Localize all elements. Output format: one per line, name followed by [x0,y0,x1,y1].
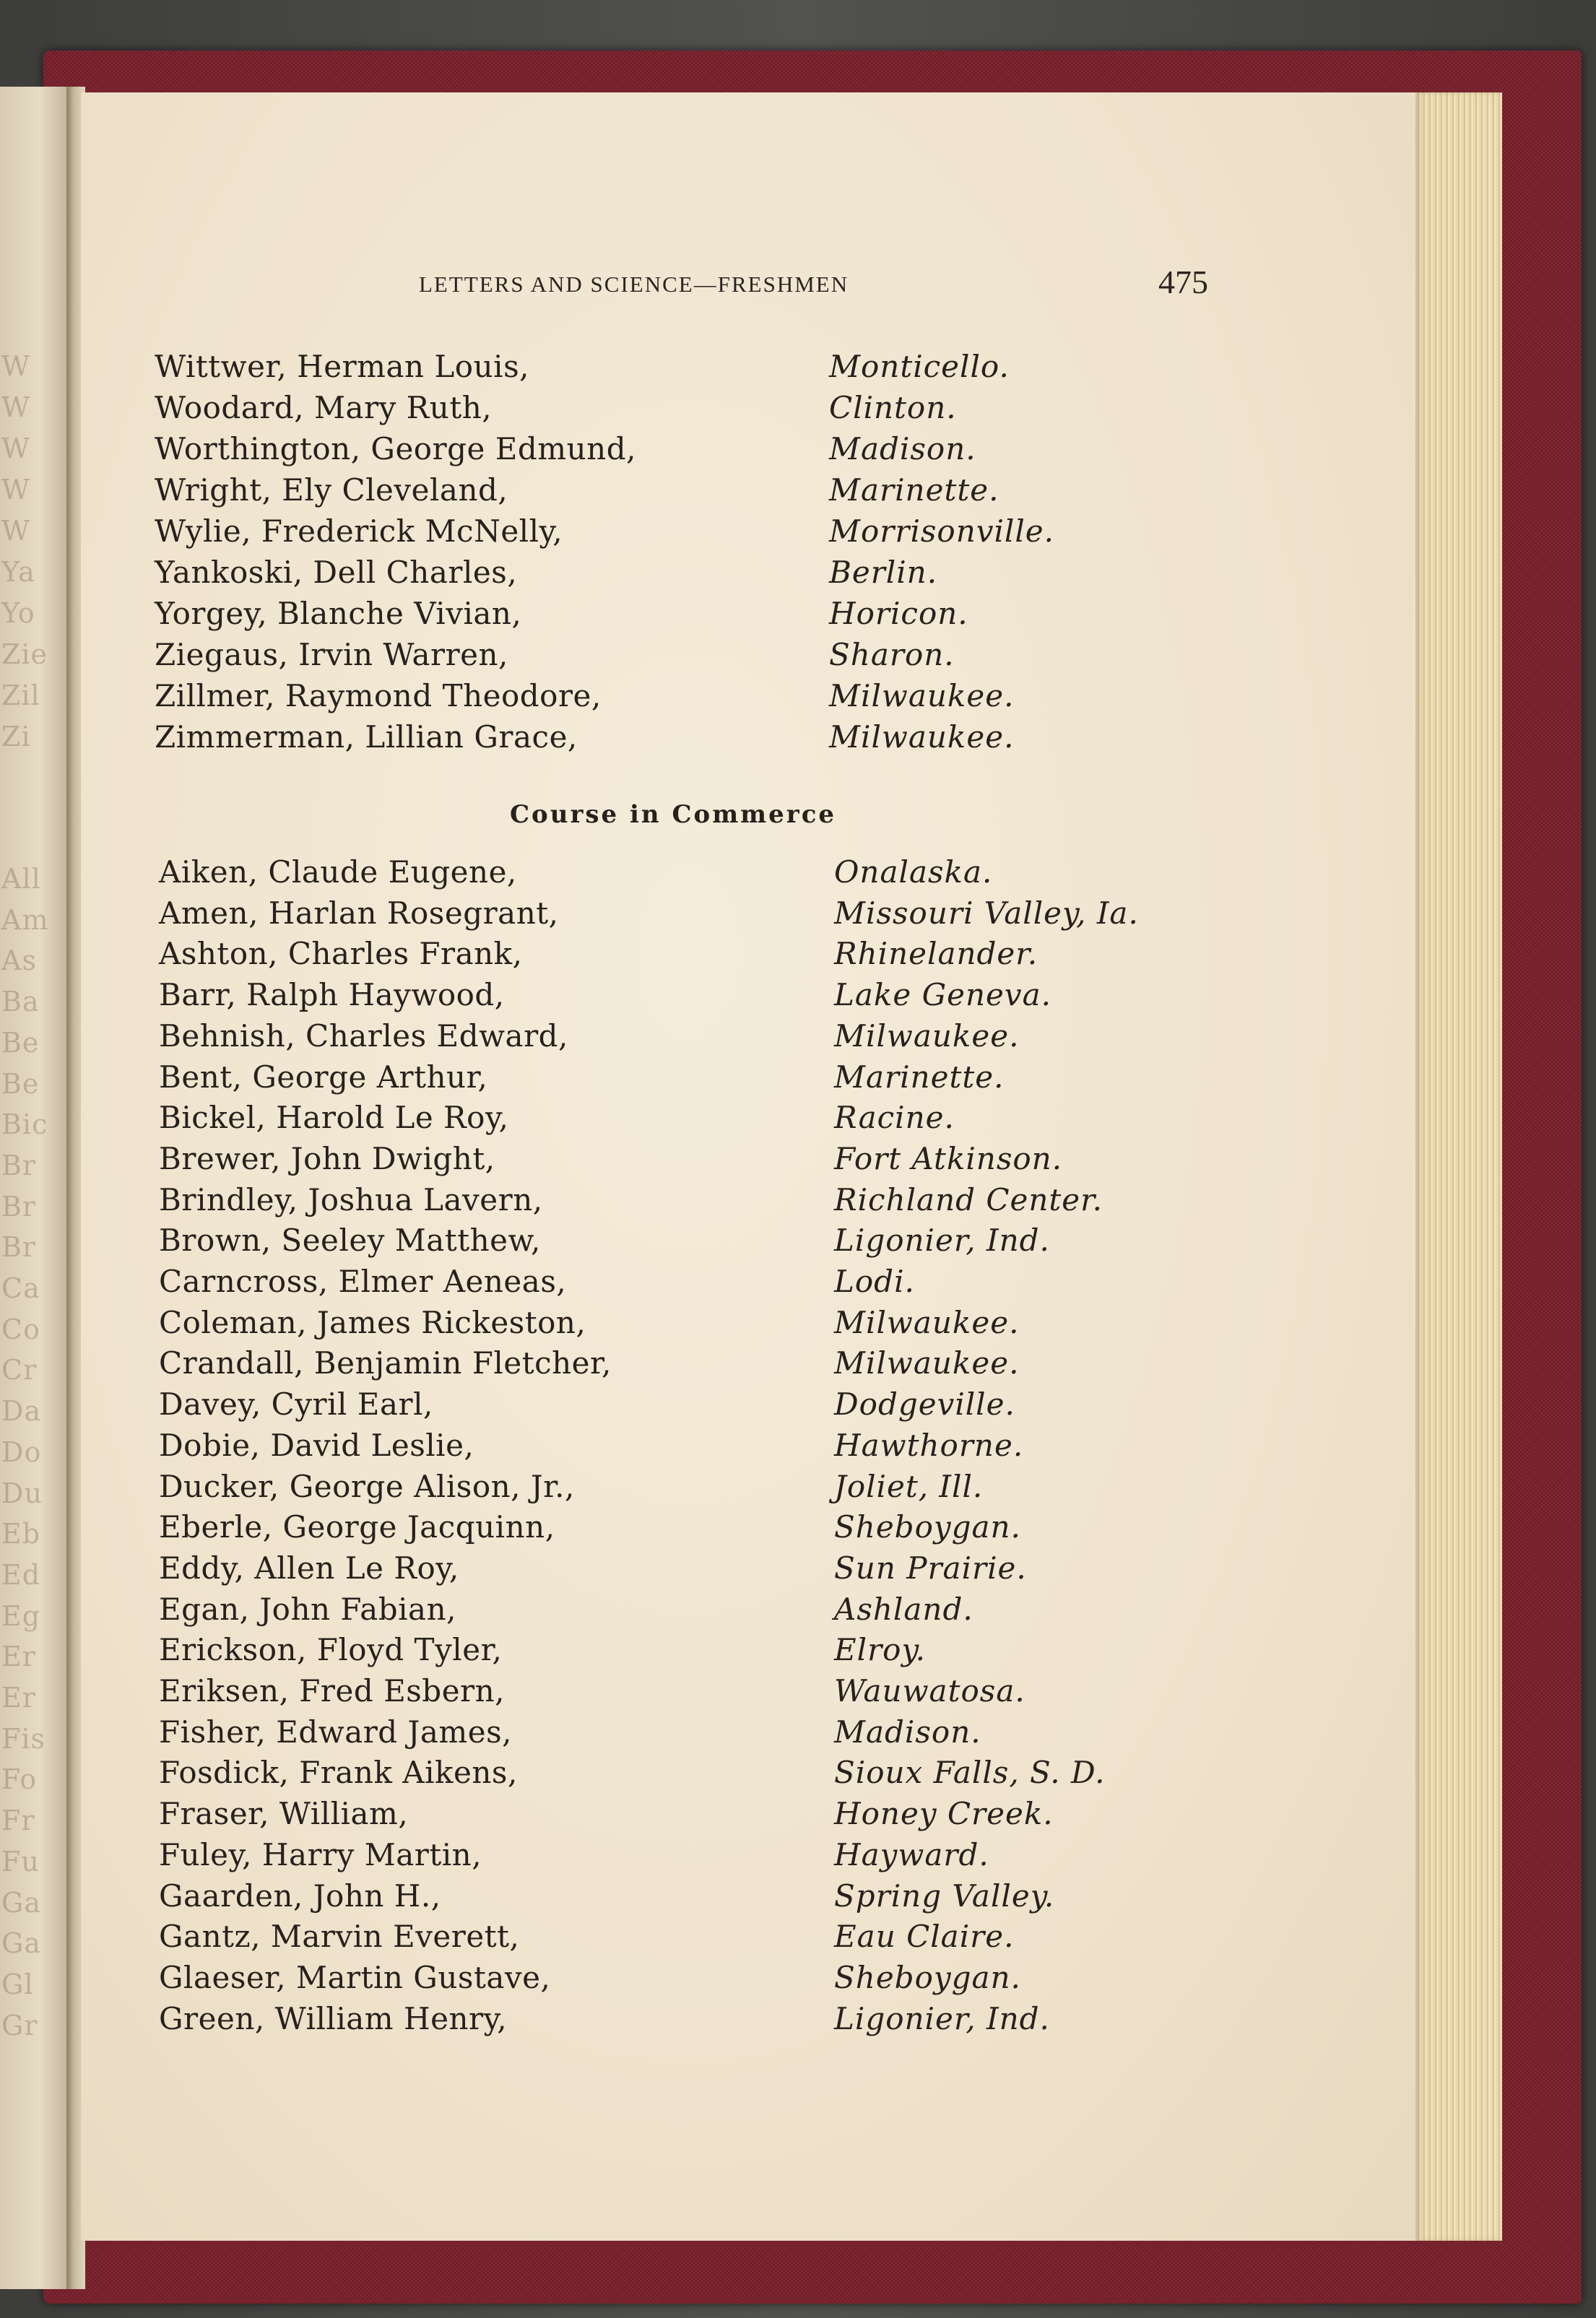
facing-page-fragment: Am [1,903,49,936]
list-item [0,1548,1596,1589]
student-name: Egan, John Fabian, [159,1591,456,1627]
list-item [0,1958,1596,1998]
student-name: Eriksen, Fred Esbern, [159,1673,506,1709]
facing-page-fragment: Ca [1,1272,40,1304]
facing-page-fragment: Yo [1,597,35,629]
hometown: Sioux Falls, S. D. [834,1755,1106,1791]
facing-page-fragment: W [1,350,31,382]
hometown: Madison. [829,431,976,466]
facing-page-fragment: Br [1,1231,37,1264]
student-name: Eberle, George Jacquinn, [159,1509,555,1545]
list-item [0,852,1596,893]
student-name: Coleman, James Rickeston, [159,1304,586,1340]
student-name: Barr, Ralph Haywood, [159,977,505,1013]
hometown: Lodi. [834,1264,915,1299]
facing-page-fragment: Ba [1,986,40,1018]
list-item [0,1630,1596,1673]
facing-page-fragment: Br [1,1149,37,1181]
hometown: Joliet, Ill. [834,1468,984,1504]
hometown: Berlin. [829,555,938,590]
facing-page-fragment: All [1,863,41,895]
facing-page-fragment: Er [1,1682,36,1714]
student-name: Bickel, Harold Le Roy, [159,1100,509,1136]
student-name: Ducker, George Alison, Jr., [159,1468,575,1504]
facing-page-fragment: Bic [1,1108,48,1141]
facing-page-fragment: W [1,515,31,547]
list-item [0,1016,1596,1056]
hometown: Honey Creek. [834,1796,1054,1832]
list-item [0,1139,1596,1179]
student-name: Brown, Seeley Matthew, [159,1223,541,1259]
list-item [0,1057,1596,1098]
student-name: Worthington, George Edmund, [155,431,636,466]
list-item [0,1917,1596,1960]
student-name: Amen, Harlan Rosegrant, [159,895,559,931]
facing-page-fragment: Do [1,1436,42,1468]
hometown: Madison. [834,1714,981,1750]
hometown: Hayward. [834,1836,989,1872]
hometown: Missouri Valley, Ia. [834,895,1139,931]
student-name: Wittwer, Herman Louis, [155,349,529,384]
hometown: Marinette. [834,1059,1005,1095]
student-name: Fisher, Edward James, [159,1714,513,1750]
hometown: Horicon. [829,596,968,631]
hometown: Marinette. [829,472,999,508]
facing-page-fragment: Er [1,1641,36,1673]
hometown: Richland Center. [834,1181,1103,1217]
student-name: Woodard, Mary Ruth, [155,390,493,425]
list-item [0,1467,1596,1507]
facing-page-fragment: Ed [1,1558,41,1591]
hometown: Elroy. [834,1632,926,1668]
list-item [0,1180,1596,1220]
student-name: Brewer, John Dwight, [159,1140,495,1176]
list-item [0,1589,1596,1630]
list-item [0,1876,1596,1917]
facing-page-fragment: Ga [1,1886,42,1919]
hometown: Lake Geneva. [834,977,1052,1013]
facing-page-fragment: Ga [1,1927,42,1960]
student-name: Aiken, Claude Eugene, [159,854,517,890]
page-number: 475 [1158,264,1208,300]
facing-page-fragment: Be [1,1026,40,1059]
facing-page-fragment: Eb [1,1518,41,1550]
facing-page-fragment: Eg [1,1599,41,1632]
hometown: Wauwatosa. [834,1673,1025,1709]
list-item [0,1384,1596,1428]
list-item [0,1712,1596,1753]
list-item [0,1262,1596,1302]
student-name: Yorgey, Blanche Vivian, [155,596,522,631]
hometown: Sun Prairie. [834,1550,1027,1586]
student-name: Fuley, Harry Martin, [159,1836,482,1872]
hometown: Sharon. [829,637,955,672]
facing-page-fragment: Da [1,1395,42,1428]
section-heading: Course in Commerce [510,800,837,829]
student-name: Fraser, William, [159,1796,409,1832]
list-item [0,1303,1596,1343]
hometown: Monticello. [829,349,1010,384]
list-item [0,1753,1596,1796]
hometown: Milwaukee. [834,1345,1020,1381]
list-item [0,1671,1596,1711]
facing-page-fragment: As [1,945,37,977]
facing-page-fragment: Gr [1,2009,38,2041]
student-name: Zimmerman, Lillian Grace, [155,719,578,755]
student-name: Behnish, Charles Edward, [159,1017,568,1054]
hometown: Spring Valley. [834,1878,1055,1914]
hometown: Dodgeville. [834,1386,1015,1423]
facing-page-fragment: Fu [1,1845,40,1878]
list-item [0,1343,1596,1384]
student-name: Wylie, Frederick McNelly, [155,513,563,549]
hometown: Ligonier, Ind. [834,2000,1050,2036]
facing-page-fragment: Zi [1,721,31,752]
list-item [0,1220,1596,1264]
student-name: Glaeser, Martin Gustave, [159,1959,551,1995]
student-name: Crandall, Benjamin Fletcher, [159,1345,612,1381]
hometown: Milwaukee. [829,719,1015,755]
student-name: Erickson, Floyd Tyler, [159,1632,503,1668]
hometown: Hawthorne. [834,1427,1024,1463]
facing-page-fragment: Br [1,1190,37,1223]
student-name: Zillmer, Raymond Theodore, [155,678,602,713]
student-name: Eddy, Allen Le Roy, [159,1550,459,1586]
facing-page-fragment: W [1,433,31,464]
hometown: Ligonier, Ind. [834,1223,1050,1259]
facing-page-fragment: Be [1,1067,40,1100]
list-item [0,893,1596,934]
facing-page-fragment: Cr [1,1354,38,1386]
facing-page-fragment: Fis [1,1722,46,1755]
student-name: Dobie, David Leslie, [159,1427,474,1463]
hometown: Rhinelander. [834,936,1038,972]
facing-page-fragment: Ya [1,556,35,588]
hometown: Racine. [834,1100,955,1136]
list-item [0,934,1596,977]
hometown: Ashland. [834,1591,973,1627]
running-title: LETTERS AND SCIENCE—FRESHMEN [419,272,849,297]
student-name: Yankoski, Dell Charles, [155,555,518,590]
hometown: Milwaukee. [829,678,1015,713]
list-item [0,1425,1596,1466]
facing-page-fragment: Fr [1,1805,35,1837]
list-item [0,975,1596,1018]
hometown: Milwaukee. [834,1304,1020,1340]
student-name: Davey, Cyril Earl, [159,1386,433,1423]
facing-page-fragment: Fo [1,1763,38,1796]
hometown: Sheboygan. [834,1509,1021,1545]
list-item [0,1794,1596,1837]
student-name: Wright, Ely Cleveland, [155,472,508,508]
list-item [0,1507,1596,1547]
student-name: Green, William Henry, [159,2000,508,2036]
hometown: Sheboygan. [834,1959,1021,1995]
facing-page-fragment: Zie [1,638,48,670]
student-name: Ashton, Charles Frank, [159,936,523,972]
list-item [0,1835,1596,1875]
student-name: Carncross, Elmer Aeneas, [159,1264,567,1299]
student-name: Bent, George Arthur, [159,1059,488,1095]
facing-page-fragment: Gl [1,1968,34,2000]
facing-page-fragment: Co [1,1313,40,1345]
hometown: Onalaska. [834,854,993,890]
facing-page-fragment: W [1,474,31,505]
hometown: Morrisonville. [829,513,1054,549]
facing-page-fragment: Zil [1,680,40,711]
list-item [0,1098,1596,1141]
facing-page-fragment: Du [1,1477,43,1509]
student-name: Gantz, Marvin Everett, [159,1919,520,1955]
hometown: Fort Atkinson. [834,1140,1063,1176]
hometown: Clinton. [829,390,957,425]
student-name: Brindley, Joshua Lavern, [159,1181,543,1217]
student-name: Fosdick, Frank Aikens, [159,1755,518,1791]
list-item [0,1999,1596,2039]
hometown: Eau Claire. [834,1919,1015,1955]
student-name: Gaarden, John H., [159,1878,441,1914]
hometown: Milwaukee. [834,1017,1020,1054]
facing-page-fragment: W [1,391,31,423]
student-name: Ziegaus, Irvin Warren, [155,637,508,672]
